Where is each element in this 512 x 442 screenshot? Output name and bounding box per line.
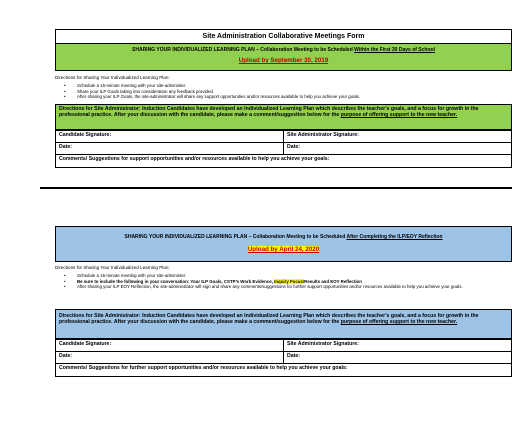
section2-date-left[interactable]: Date: [56, 352, 284, 364]
section2-date-right[interactable]: Date: [284, 352, 512, 364]
section1-candidate-signature[interactable]: Candidate Signature: [56, 131, 284, 143]
section1-band-deadline: Within the First 30 Days of School [354, 47, 435, 53]
section1-bullet-list [64, 83, 509, 100]
form-title: Site Administration Collaborative Meetings Form [55, 29, 512, 43]
section1-date-left[interactable]: Date: [56, 143, 284, 155]
section2-bullet: • Schedule a 15-minute meeting with your site-administer. [64, 273, 509, 279]
section2-band-text: SHARING YOUR INDIVIDUALIZED LEARNING PLAN – Collaboration Meeting to be Scheduled After Completing the ILP/EOY Reflection [124, 234, 443, 240]
section2-candidate-signature[interactable]: Candidate Signature: [56, 340, 284, 352]
section2-comments[interactable]: Comments/ Suggestions for further support opportunities and/or resources available to help you achieve your goals: [56, 364, 512, 377]
section1-date-right[interactable]: Date: [284, 143, 512, 155]
section-divider [40, 187, 512, 189]
section2-header-band [55, 226, 512, 262]
section1-directions-label: Directions for Sharing Your Individualized Learning Plan: [55, 75, 170, 80]
section1-bullet: • Schedule a 15-minute meeting with your site-administer. [64, 83, 509, 89]
section1-header-band [55, 43, 512, 71]
inquiry-focus-highlight: Inquiry Focus [274, 278, 303, 284]
section1-signature-table [55, 130, 512, 168]
section1-admin-purpose: purpose of offering support to the new teacher. [340, 112, 458, 119]
section1-upload-deadline: Upload by September 30, 2019 [238, 57, 329, 64]
section2-signature-table [55, 339, 512, 377]
section2-band-deadline: After Completing the ILP/EOY Reflection [346, 234, 443, 240]
section2-admin-signature[interactable]: Site Administrator Signature: [284, 340, 512, 352]
section2-bullet: • Be sure to include the following in your conversation: Your ILP Goals, CSTP’s Work Evidence, Inquiry Focus/Results and EOY Reflection [64, 279, 509, 285]
section1-admin-signature[interactable]: Site Administrator Signature: [284, 131, 512, 143]
section2-upload-deadline: Upload by April 24, 2020 [247, 246, 320, 253]
section2-directions-label: Directions for Sharing Your Individualized Learning Plan: [55, 265, 170, 270]
section1-band-text: SHARING YOUR INDIVIDUALIZED LEARNING PLAN – Collaboration Meeting to be Scheduled Within the First 30 Days of School [132, 47, 435, 53]
section2-admin-purpose: purpose of offering support to the new teacher. [340, 319, 458, 326]
section2-bullet-list [64, 273, 509, 290]
section1-bullet: • Share your ILP Goals taking into consideration any feedback provided. [64, 89, 509, 95]
section1-bullet: • After sharing your ILP Goals, the site-administrator will share any support opportunities and/or resources available to help you achieve your goals. [64, 94, 509, 100]
section2-bullet: • After sharing your ILP EOY Reflection, the site-administrator will sign and share any comments/suggestions for further support opportunities and/or resources available to help you achieve your goals. [64, 284, 509, 290]
section1-admin-directions: Directions for Site Administrator: Induction Candidates have developed an Individualized Learning Plan which describes the teacher’s goals, and a focus for growth in the professional practice. After your discussion with the candidate, please make a comment/suggestion below for the purpose of offering support to the new teacher. [55, 104, 512, 130]
section2-admin-directions: Directions for Site Administrator: Induction Candidates have developed an Individualized Learning Plan which describes the teacher’s goals, and a focus for growth in the professional practice. After your discussion with the candidate, please make a comment/suggestion below for the purpose of offering support to the new teacher. [55, 309, 512, 339]
section1-comments[interactable]: Comments/ Suggestions for support opportunities and/or resources available to help you achieve your goals: [56, 155, 512, 168]
